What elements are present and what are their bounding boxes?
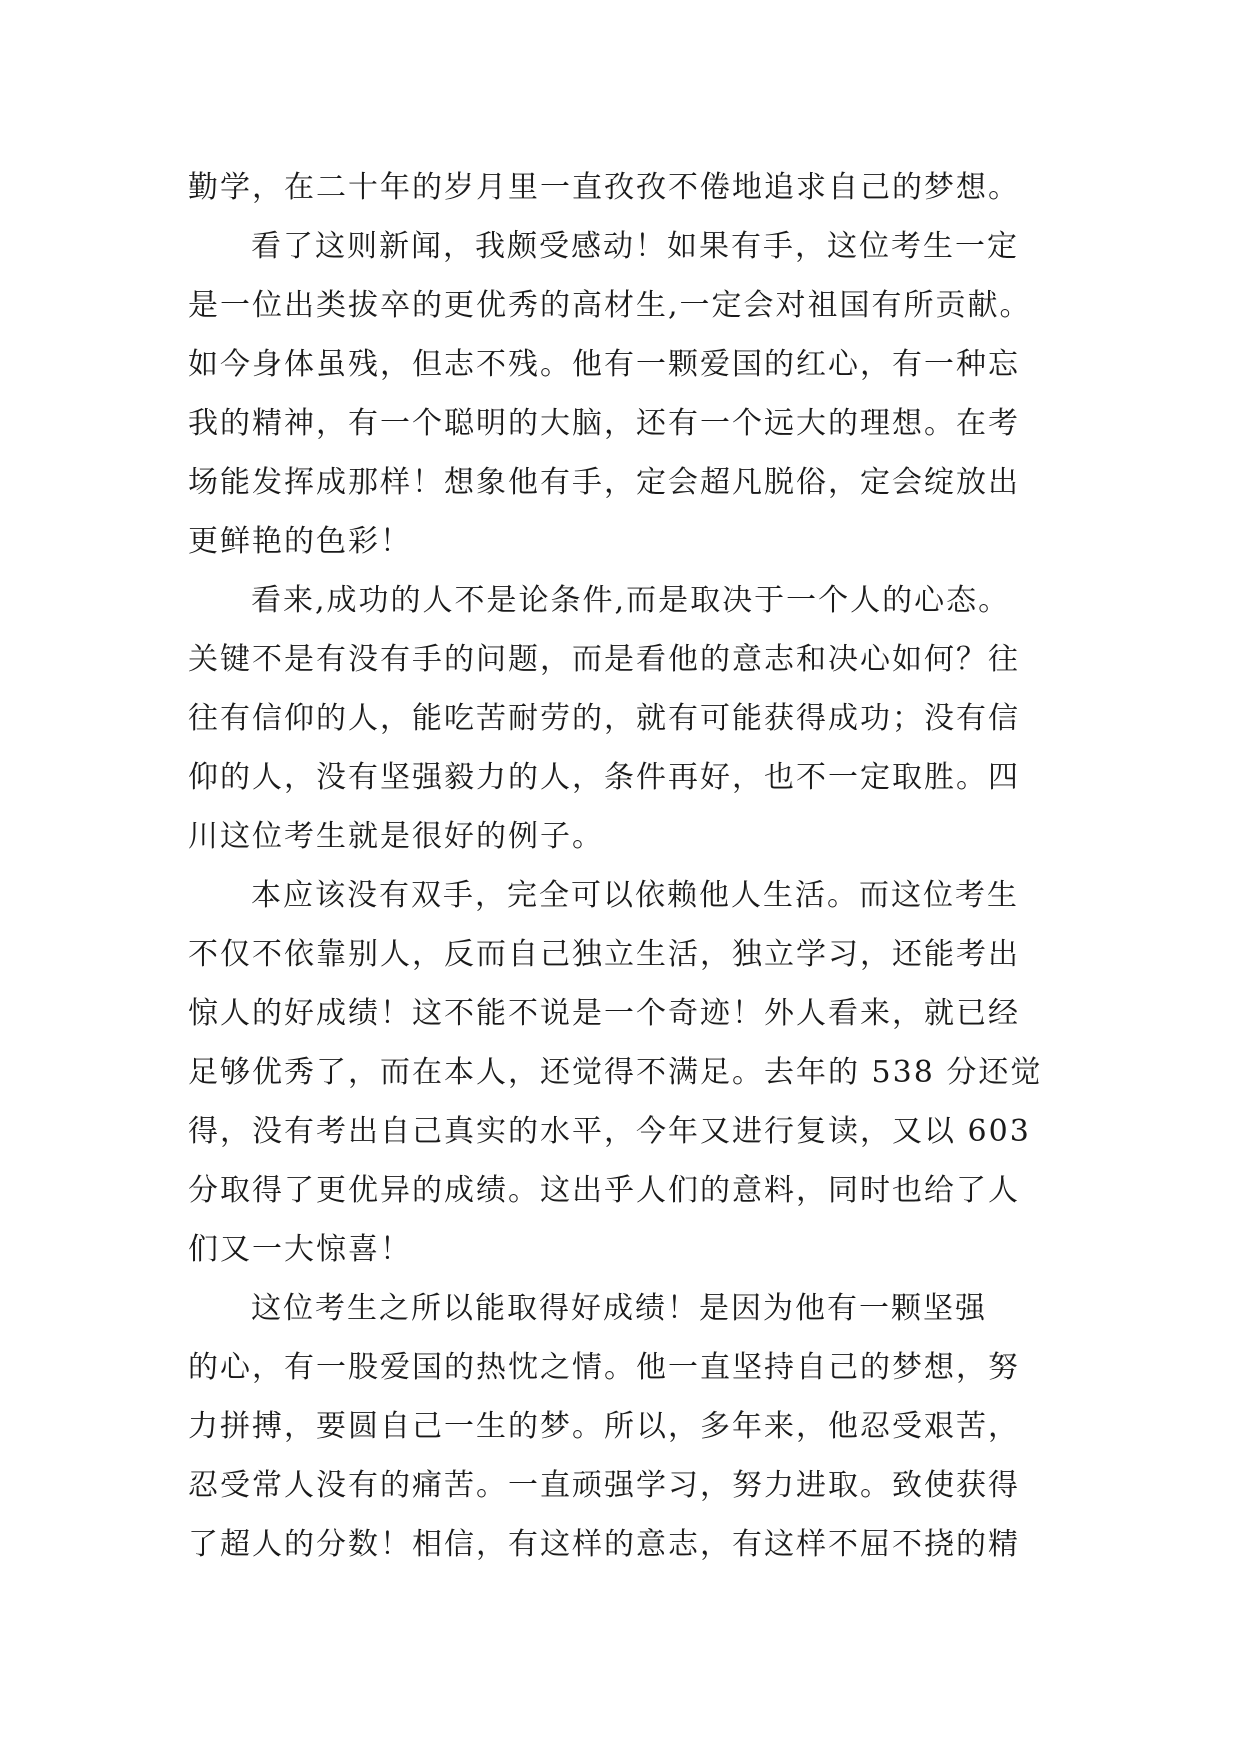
text-line: 更鲜艳的色彩！ [188, 524, 412, 559]
text-line: 川这位考生就是很好的例子。 [188, 819, 604, 854]
body-text [188, 158, 1088, 1574]
text-line: 了超人的分数！相信，有这样的意志，有这样不屈不挠的精 [188, 1527, 1020, 1562]
text-line: 我的精神，有一个聪明的大脑，还有一个远大的理想。在考 [188, 406, 1020, 441]
text-line: 惊人的好成绩！这不能不说是一个奇迹！外人看来，就已经 [188, 996, 1020, 1031]
text-line: 的心，有一股爱国的热忱之情。他一直坚持自己的梦想，努 [188, 1350, 1020, 1385]
text-line: 力拼搏，要圆自己一生的梦。所以，多年来，他忍受艰苦， [188, 1409, 1020, 1444]
text-line: 关键不是有没有手的问题，而是看他的意志和决心如何？往 [188, 642, 1020, 677]
text-line: 往有信仰的人，能吃苦耐劳的，就有可能获得成功；没有信 [188, 701, 1020, 736]
text-line: 足够优秀了，而在本人，还觉得不满足。去年的 538 分还觉 [188, 1055, 1043, 1090]
text-line: 仰的人，没有坚强毅力的人，条件再好，也不一定取胜。四 [188, 760, 1020, 795]
text-line: 得，没有考出自己真实的水平，今年又进行复读，又以 603 [188, 1114, 1031, 1149]
text-line: 是一位出类拔卒的更优秀的高材生,一定会对祖国有所贡献。 [188, 288, 1032, 323]
text-line: 不仅不依靠别人，反而自己独立生活，独立学习，还能考出 [188, 937, 1020, 972]
text-line: 勤学，在二十年的岁月里一直孜孜不倦地追求自己的梦想。 [188, 170, 1020, 205]
paragraph-start-line: 这位考生之所以能取得好成绩！是因为他有一颗坚强 [251, 1291, 987, 1326]
text-line: 场能发挥成那样！想象他有手，定会超凡脱俗，定会绽放出 [188, 465, 1020, 500]
paragraph-start-line: 看来,成功的人不是论条件,而是取决于一个人的心态。 [251, 583, 1011, 618]
text-line: 们又一大惊喜！ [188, 1232, 412, 1267]
text-line: 如今身体虽残，但志不残。他有一颗爱国的红心，有一种忘 [188, 347, 1020, 382]
text-line: 忍受常人没有的痛苦。一直顽强学习，努力进取。致使获得 [188, 1468, 1020, 1503]
paragraph-start-line: 本应该没有双手，完全可以依赖他人生活。而这位考生 [251, 878, 1019, 913]
paragraph-start-line: 看了这则新闻，我颇受感动！如果有手，这位考生一定 [251, 229, 1019, 264]
text-line: 分取得了更优异的成绩。这出乎人们的意料，同时也给了人 [188, 1173, 1020, 1208]
